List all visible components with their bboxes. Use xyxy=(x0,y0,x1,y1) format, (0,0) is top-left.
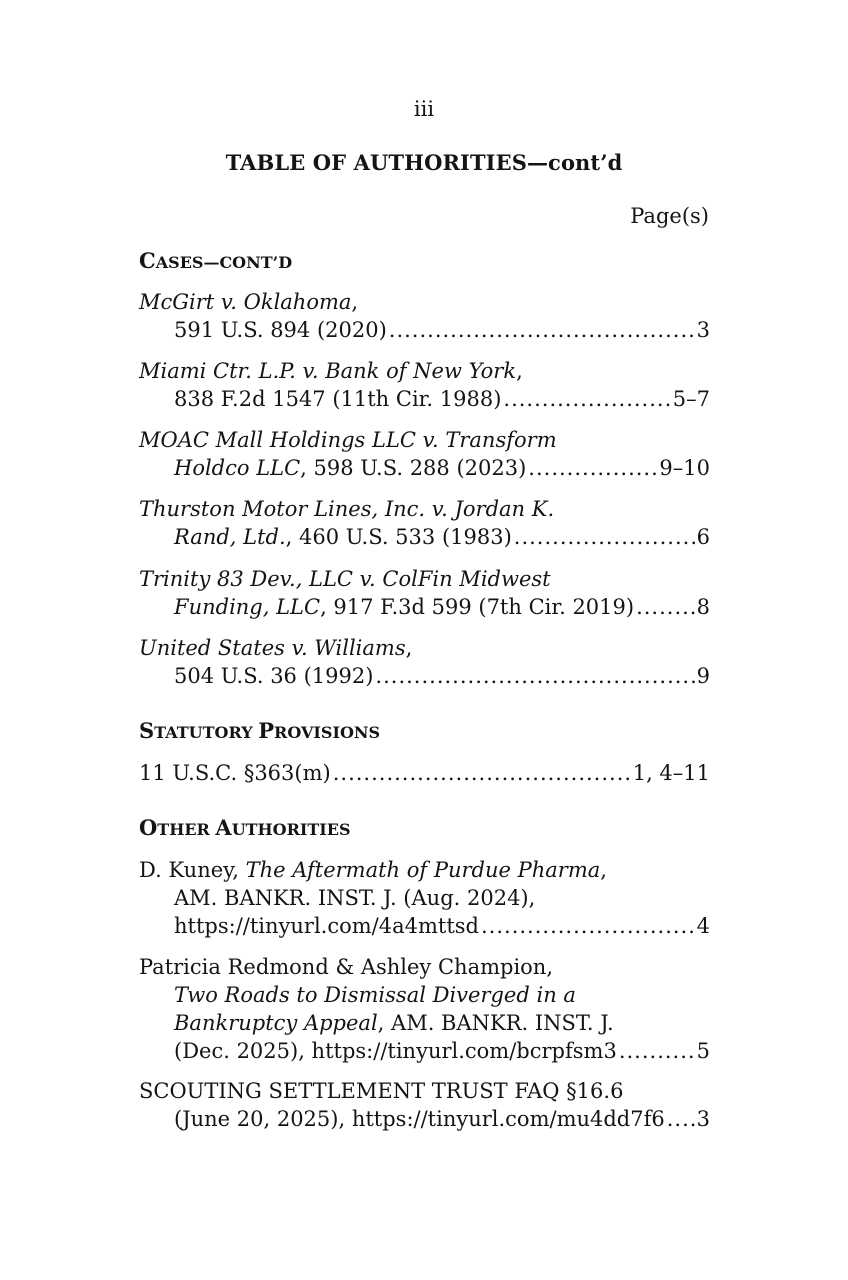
page-reference: 1, 4–11 xyxy=(632,761,710,785)
page-reference: 5 xyxy=(696,1039,710,1063)
authority-entry: SCOUTING SETTLEMENT TRUST FAQ §16.6 (June 20, 2025), https://tinyurl.com/mu4dd7f6 ..... 3 xyxy=(139,1077,710,1133)
page-reference: 8 xyxy=(696,595,710,619)
page-title: TABLE OF AUTHORITIES—cont’d xyxy=(225,150,623,175)
page-reference: 4 xyxy=(696,914,710,938)
case-entry: McGirt v. Oklahoma, 591 U.S. 894 (2020) ..... 3 xyxy=(139,288,710,344)
section-heading-cases: CASES—CONT’D xyxy=(139,248,293,273)
authority-entry: D. Kuney, The Aftermath of Purdue Pharma, AM. BANKR. INST. J. (Aug. 2024), https://tinyurl.com/4a4mttsd ..... 4 xyxy=(139,856,710,940)
page-column-header: Page(s) xyxy=(630,204,709,228)
case-entry: Miami Ctr. L.P. v. Bank of New York, 838 F.2d 1547 (11th Cir. 1988) ..... 5–7 xyxy=(139,357,710,413)
section-heading-statutory-provisions: STATUTORY PROVISIONS xyxy=(139,718,381,743)
statute-entry: 11 U.S.C. §363(m) ..... 1, 4–11 xyxy=(139,759,710,787)
page-reference: 6 xyxy=(696,525,710,549)
case-entry: Thurston Motor Lines, Inc. v. Jordan K. Rand, Ltd., 460 U.S. 533 (1983) ..... 6 xyxy=(139,495,710,551)
authority-entry: Patricia Redmond & Ashley Champion, Two Roads to Dismissal Diverged in a Bankruptcy Appeal, AM. BANKR. INST. J. (Dec. 2025), https://tinyurl.com/bcrpfsm3 ..... 5 xyxy=(139,953,710,1065)
case-entry: MOAC Mall Holdings LLC v. Transform Holdco LLC, 598 U.S. 288 (2023) ..... 9–10 xyxy=(139,426,710,482)
page-number: iii xyxy=(413,97,435,121)
page-reference: 5–7 xyxy=(672,387,710,411)
page-reference: 3 xyxy=(696,318,710,342)
section-heading-other-authorities: OTHER AUTHORITIES xyxy=(139,815,351,840)
case-entry: United States v. Williams, 504 U.S. 36 (1992) ..... 9 xyxy=(139,634,710,690)
page-reference: 9 xyxy=(696,664,710,688)
case-entry: Trinity 83 Dev., LLC v. ColFin Midwest Funding, LLC, 917 F.3d 599 (7th Cir. 2019) ..... 8 xyxy=(139,565,710,621)
page-reference: 9–10 xyxy=(659,456,710,480)
page-reference: 3 xyxy=(696,1107,710,1131)
